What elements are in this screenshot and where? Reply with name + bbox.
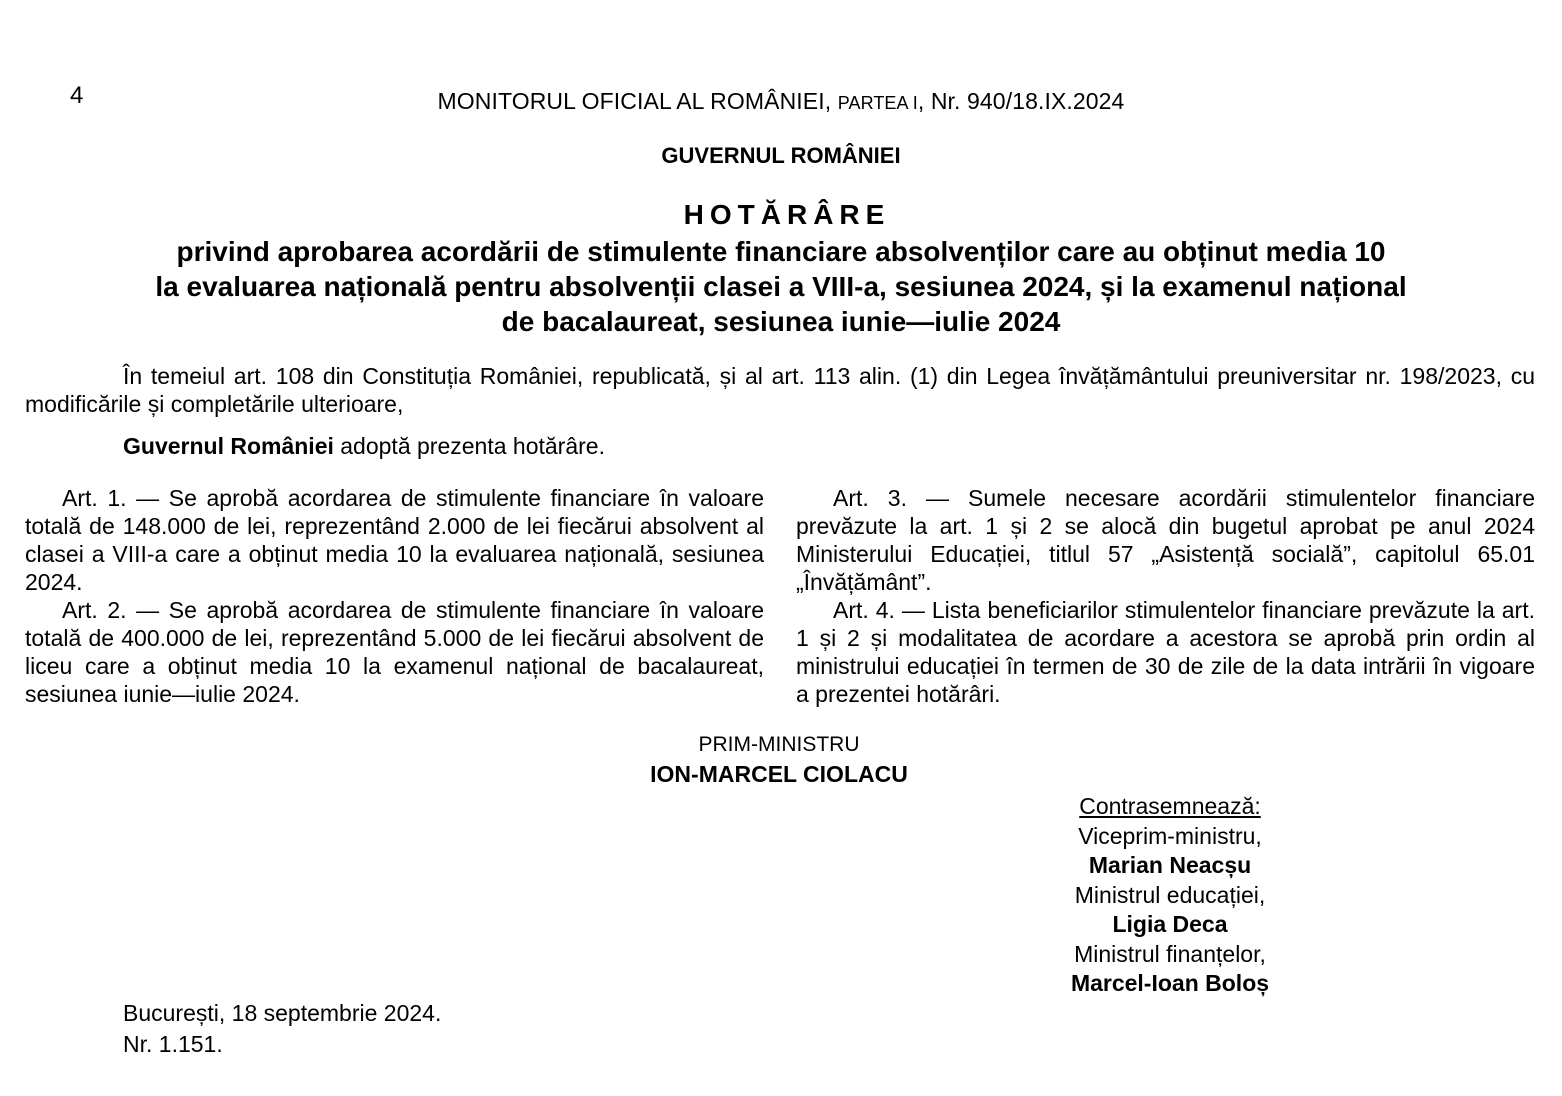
countersign-name: Marian Neacșu	[1088, 852, 1252, 878]
place-date: București, 18 septembrie 2024.	[123, 1000, 442, 1026]
countersign-name: Ligia Deca	[1112, 911, 1228, 937]
header-issue: , Nr. 940/18.IX.2024	[917, 88, 1125, 114]
title-line: privind aprobarea acordării de stimulente financiare absolvenților care au obținut media 10	[176, 236, 1386, 267]
articles-left-column	[25, 484, 764, 708]
document-title	[30, 234, 1532, 339]
preamble: În temeiul art. 108 din Constituția României, republicată, și al art. 113 alin. (1) din Legea învățământului preuniversitar nr. 198/2023, cu modificările și completările ulterioare,	[25, 363, 1535, 417]
adoption-clause	[123, 433, 605, 460]
header-publication: MONITORUL OFICIAL AL ROMÂNIEI,	[437, 88, 832, 114]
countersign-role: Ministrul educației,	[1074, 881, 1266, 908]
article-4: Art. 4. — Lista beneficiarilor stimulentelor financiare prevăzute la art. 1 și 2 și modalitatea de acordare a acestora se aprobă prin ordin al ministrului educației în termen de 30 de zile de la data intrării în vigoare a prezentei hotărâri.	[796, 597, 1535, 707]
countersign-role: Ministrul finanțelor,	[1074, 940, 1266, 967]
running-header	[0, 88, 1562, 115]
adoption-text: adoptă prezenta hotărâre.	[333, 433, 605, 459]
countersign-role: Viceprim-ministru,	[1078, 822, 1262, 849]
countersign-block	[1010, 792, 1330, 999]
signer-name: ION-MARCEL CIOLACU	[650, 761, 908, 787]
title-line: de bacalaureat, sesiunea iunie—iulie 2024	[501, 306, 1061, 337]
countersign-name: Marcel-Ioan Boloș	[1070, 970, 1270, 996]
header-part: PARTEA I	[837, 93, 918, 113]
articles-right-column	[796, 484, 1535, 708]
signer-role: PRIM-MINISTRU	[698, 733, 860, 756]
document-type: HOTĂRÂRE	[683, 199, 891, 230]
issue-details	[123, 998, 441, 1060]
title-line: la evaluarea națională pentru absolvenții clasei a VIII-a, sesiunea 2024, și la examenul național	[155, 271, 1407, 302]
page-number: 4	[70, 82, 84, 109]
article-2: Art. 2. — Se aprobă acordarea de stimulente financiare în valoare totală de 400.000 de lei, reprezentând 5.000 de lei fiecărui absolvent de liceu care a obținut media 10 la examenul național de bacalaureat, sesiunea iunie—iulie 2024.	[25, 597, 764, 707]
issuer-heading: GUVERNUL ROMÂNIEI	[661, 143, 901, 168]
article-1: Art. 1. — Se aprobă acordarea de stimulente financiare în valoare totală de 148.000 de lei, reprezentând 2.000 de lei fiecărui absolvent al clasei a VIII-a care a obținut media 10 la evaluarea națională, sesiunea 2024.	[25, 485, 764, 595]
decision-number: Nr. 1.151.	[123, 1031, 223, 1057]
countersign-label: Contrasemnează:	[1079, 793, 1261, 819]
article-3: Art. 3. — Sumele necesare acordării stimulentelor financiare prevăzute la art. 1 și 2 se alocă din bugetul aprobat pe anul 2024 Ministerului Educației, titlul 57 „Asistență socială”, capitolul 65.01 „Învățământ”.	[796, 485, 1535, 595]
adoption-subject: Guvernul României	[123, 433, 334, 459]
